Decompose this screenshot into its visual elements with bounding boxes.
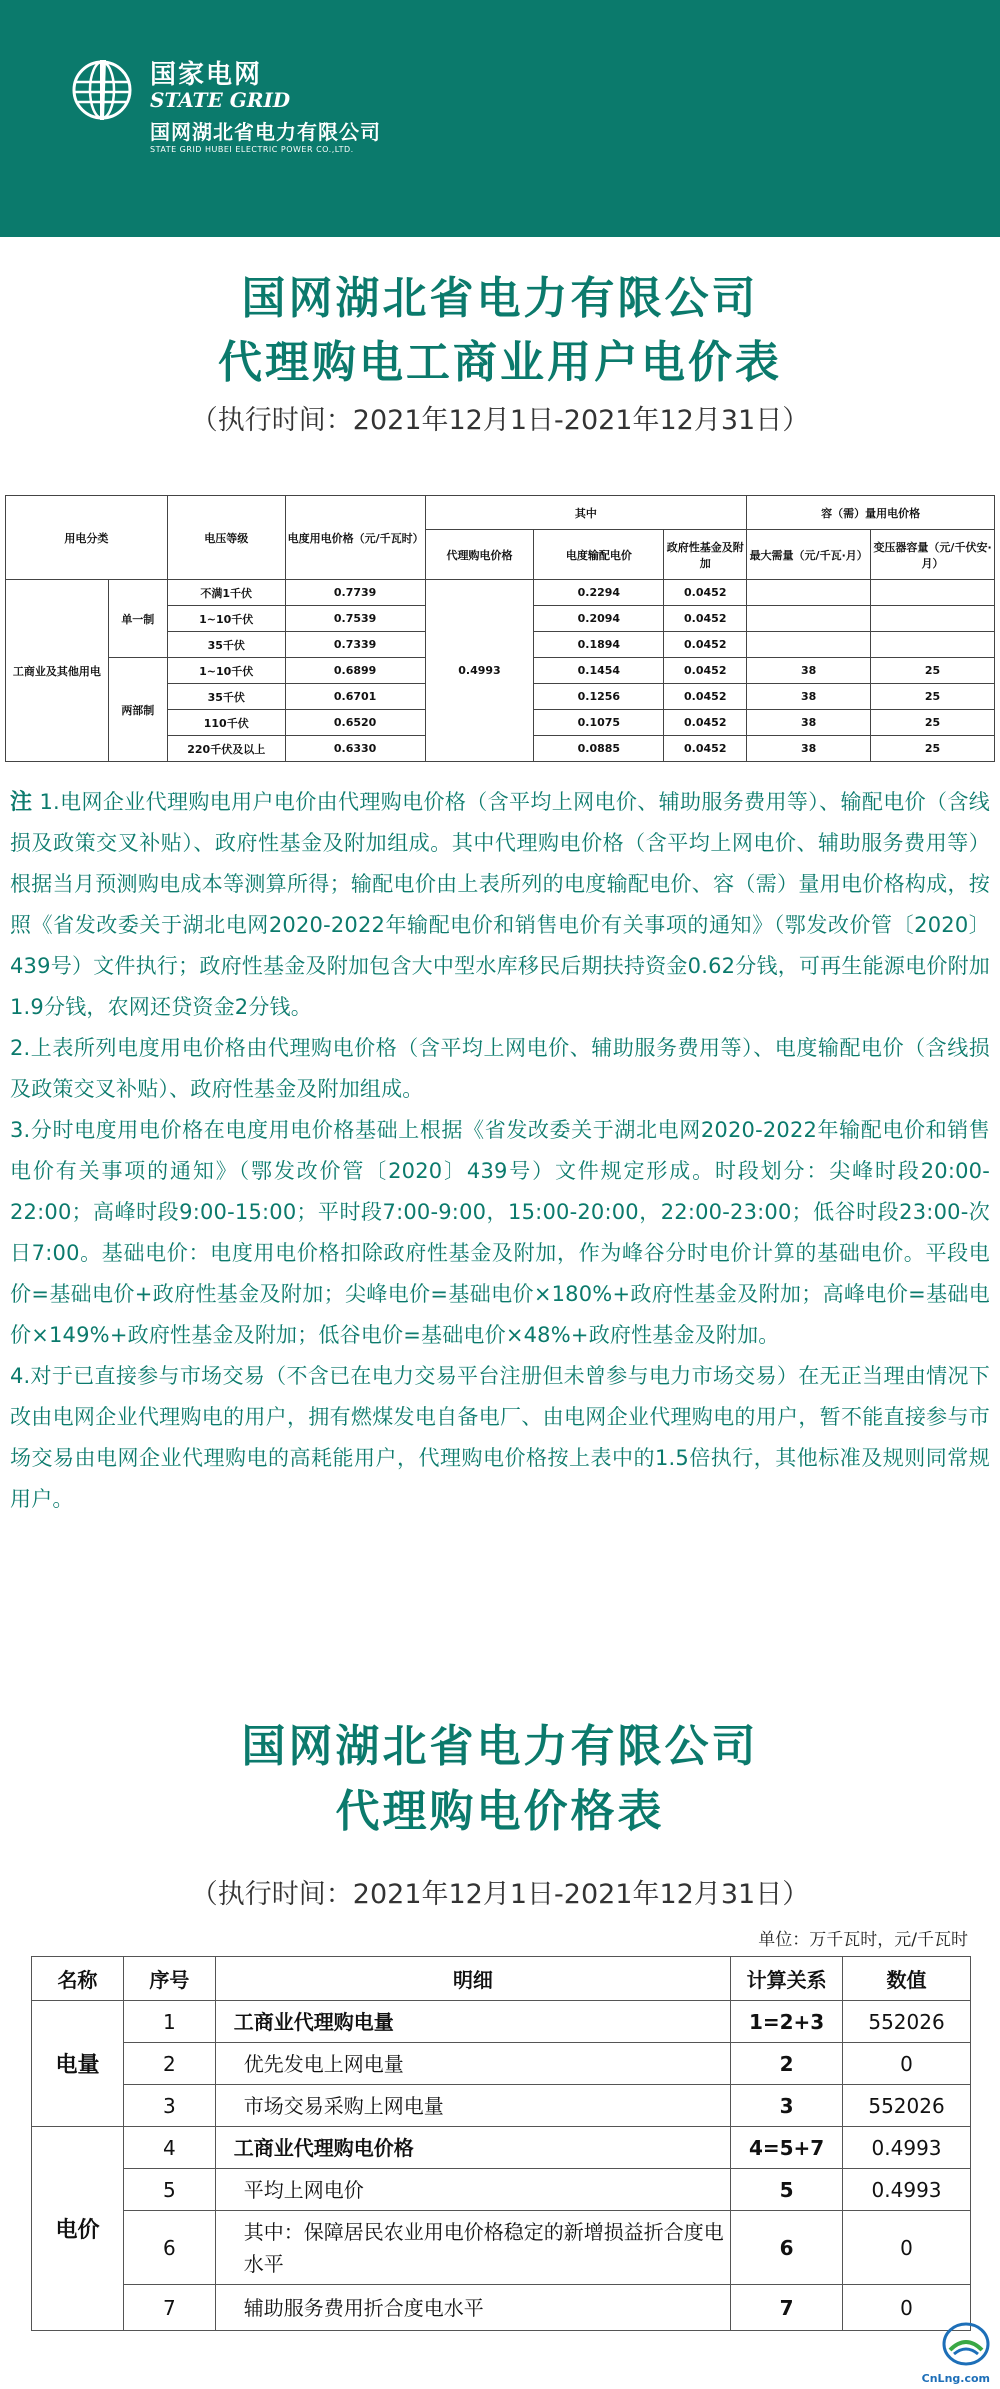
section2-title-line2: 代理购电价格表 [335, 1786, 665, 1837]
cell-no: 4 [123, 2127, 215, 2169]
cell-max: 38 [747, 658, 871, 684]
table-row [6, 580, 995, 606]
cell-value: 0 [843, 2285, 971, 2331]
cell-single: 单一制 [108, 580, 167, 658]
th-of-which: 其中 [425, 496, 747, 530]
th-no: 序号 [123, 1957, 215, 2001]
group-price: 电价 [32, 2127, 124, 2331]
cell-detail: 工商业代理购电价格 [215, 2127, 730, 2169]
cell-voltage: 110千伏 [167, 710, 285, 736]
group-energy: 电量 [32, 2001, 124, 2127]
cell-calc: 5 [731, 2169, 843, 2211]
cell-tf: 25 [871, 710, 995, 736]
th-calc: 计算关系 [731, 1957, 843, 2001]
cell-voltage: 35千伏 [167, 684, 285, 710]
cell-detail: 平均上网电价 [215, 2169, 730, 2211]
state-grid-logo [70, 48, 430, 158]
note-1 [10, 782, 990, 1028]
table-row [32, 2211, 971, 2285]
section1-title-line2: 代理购电工商业用户电价表 [218, 337, 782, 388]
cell-calc: 3 [731, 2085, 843, 2127]
cell-trans: 0.1894 [534, 632, 664, 658]
th-transformer: 变压器容量（元/千伏安·月） [871, 530, 995, 580]
note-mark: 注 [10, 790, 33, 815]
cell-calc: 1=2+3 [731, 2001, 843, 2043]
cell-tf [871, 606, 995, 632]
th-value: 数值 [843, 1957, 971, 2001]
cell-tf [871, 632, 995, 658]
section1-title-line1: 国网湖北省电力有限公司 [241, 273, 759, 324]
cell-trans: 0.2094 [534, 606, 664, 632]
table-row [32, 2169, 971, 2211]
table-row [32, 2127, 971, 2169]
header-banner [0, 0, 1000, 237]
table-row [32, 2285, 971, 2331]
globe-logo-icon [70, 58, 134, 122]
cell-trans: 0.1454 [534, 658, 664, 684]
note-2: 2.上表所列电度用电价格由代理购电价格（含平均上网电价、辅助服务费用等）、电度输配电价（含线损及政策交叉补贴）、政府性基金及附加组成。 [10, 1036, 990, 1101]
cell-fund: 0.0452 [664, 684, 747, 710]
cell-detail: 市场交易采购上网电量 [215, 2085, 730, 2127]
cell-no: 2 [123, 2043, 215, 2085]
cell-voltage: 35千伏 [167, 632, 285, 658]
cell-max [747, 632, 871, 658]
table-row [32, 2043, 971, 2085]
cell-price: 0.6899 [285, 658, 425, 684]
cell-fund: 0.0452 [664, 580, 747, 606]
cell-fund: 0.0452 [664, 710, 747, 736]
cell-trans: 0.0885 [534, 736, 664, 762]
cell-tf [871, 580, 995, 606]
table-row [32, 2085, 971, 2127]
tariff-table [5, 495, 995, 762]
cell-value: 0 [843, 2043, 971, 2085]
cell-trans: 0.1075 [534, 710, 664, 736]
th-agent-price: 代理购电价格 [425, 530, 534, 580]
cell-no: 6 [123, 2211, 215, 2285]
cell-voltage: 1~10千伏 [167, 606, 285, 632]
th-capacity: 容（需）量用电价格 [747, 496, 995, 530]
watermark-text: CnLng.com [921, 2372, 990, 2385]
cell-fund: 0.0452 [664, 658, 747, 684]
cell-detail: 其中：保障居民农业用电价格稳定的新增损益折合度电水平 [215, 2211, 730, 2285]
cell-max [747, 580, 871, 606]
cell-no: 5 [123, 2169, 215, 2211]
cell-price: 0.6330 [285, 736, 425, 762]
cell-category: 工商业及其他用电 [6, 580, 109, 762]
cell-price: 0.7339 [285, 632, 425, 658]
cell-value: 552026 [843, 2085, 971, 2127]
cell-value: 0.4993 [843, 2169, 971, 2211]
th-fund: 政府性基金及附加 [664, 530, 747, 580]
cell-tf: 25 [871, 658, 995, 684]
section1-period: （执行时间：2021年12月1日-2021年12月31日） [190, 405, 810, 436]
cell-agent-price: 0.4993 [425, 580, 534, 762]
cell-no: 3 [123, 2085, 215, 2127]
logo-company-en-text: STATE GRID HUBEI ELECTRIC POWER CO.,LTD. [150, 145, 354, 154]
cell-detail: 优先发电上网电量 [215, 2043, 730, 2085]
cell-trans: 0.1256 [534, 684, 664, 710]
cell-price: 0.7739 [285, 580, 425, 606]
th-max-demand: 最大需量（元/千瓦·月） [747, 530, 871, 580]
cell-fund: 0.0452 [664, 606, 747, 632]
cell-value: 0.4993 [843, 2127, 971, 2169]
section2-period: （执行时间：2021年12月1日-2021年12月31日） [190, 1879, 810, 1910]
section2-title-line1: 国网湖北省电力有限公司 [241, 1721, 759, 1772]
cell-fund: 0.0452 [664, 736, 747, 762]
cell-max [747, 606, 871, 632]
th-voltage: 电压等级 [167, 496, 285, 580]
cell-price: 0.6520 [285, 710, 425, 736]
cell-trans: 0.2294 [534, 580, 664, 606]
notes-block [10, 782, 990, 1520]
cell-calc: 7 [731, 2285, 843, 2331]
cell-calc: 2 [731, 2043, 843, 2085]
unit-label: 单位：万千瓦时，元/千瓦时 [758, 1930, 968, 1950]
th-detail: 明细 [215, 1957, 730, 2001]
note-1-text: 1.电网企业代理购电用户电价由代理购电价格（含平均上网电价、辅助服务费用等）、输配电价（含线损及政策交叉补贴）、政府性基金及附加组成。其中代理购电价格（含平均上网电价、辅助服务费用等）根据当月预测购电成本等测算所得；输配电价由上表所列的电度输配电价、容（需）量用电价格构成，按照《省发改委关于湖北电网2020-2022年输配电价和销售电价有关事项的通知》（鄂发改价管〔2020〕439号）文件执行；政府性基金及附加包含大中型水库移民后期扶持资金0.62分钱，可再生能源电价附加1.9分钱，农网还贷资金2分钱。 [10, 790, 991, 1019]
cell-price: 0.7539 [285, 606, 425, 632]
cell-detail: 辅助服务费用折合度电水平 [215, 2285, 730, 2331]
cell-two-part: 两部制 [108, 658, 167, 762]
agent-price-table [31, 1956, 971, 2331]
cell-price: 0.6701 [285, 684, 425, 710]
logo-en-text: STATE GRID [150, 88, 291, 112]
cell-fund: 0.0452 [664, 632, 747, 658]
cell-value: 0 [843, 2211, 971, 2285]
cell-calc: 6 [731, 2211, 843, 2285]
cell-detail: 工商业代理购电量 [215, 2001, 730, 2043]
cell-max: 38 [747, 684, 871, 710]
th-price: 电度用电价格（元/千瓦时） [285, 496, 425, 580]
th-category: 用电分类 [6, 496, 168, 580]
cell-no: 7 [123, 2285, 215, 2331]
cell-value: 552026 [843, 2001, 971, 2043]
cell-tf: 25 [871, 684, 995, 710]
cell-no: 1 [123, 2001, 215, 2043]
cell-voltage: 220千伏及以上 [167, 736, 285, 762]
cell-max: 38 [747, 736, 871, 762]
table-row [32, 2001, 971, 2043]
note-4: 4.对于已直接参与市场交易（不含已在电力交易平台注册但未曾参与电力市场交易）在无正当理由情况下改由电网企业代理购电的用户，拥有燃煤发电自备电厂、由电网企业代理购电的用户，暂不能直接参与市场交易由电网企业代理购电的高耗能用户，代理购电价格按上表中的1.5倍执行，其他标准及规则同常规用户。 [10, 1364, 990, 1511]
note-3: 3.分时电度用电价格在电度用电价格基础上根据《省发改委关于湖北电网2020-2022年输配电价和销售电价有关事项的通知》（鄂发改价管〔2020〕439号）文件规定形成。时段划分：尖峰时段20:00-22:00；高峰时段9:00-15:00；平时段7:00-9:00，15:00-20:00，22:00-23:00；低谷时段23:00-次日7:00。基础电价：电度用电价格扣除政府性基金及附加，作为峰谷分时电价计算的基础电价。平段电价=基础电价+政府性基金及附加；尖峰电价=基础电价×180%+政府性基金及附加；高峰电价=基础电价×149%+政府性基金及附加；低谷电价=基础电价×48%+政府性基金及附加。 [10, 1118, 990, 1347]
cell-calc: 4=5+7 [731, 2127, 843, 2169]
th-name: 名称 [32, 1957, 124, 2001]
th-transmission: 电度输配电价 [534, 530, 664, 580]
cell-tf: 25 [871, 736, 995, 762]
logo-company-text: 国网湖北省电力有限公司 [150, 120, 381, 144]
cell-voltage: 1~10千伏 [167, 658, 285, 684]
logo-cn-text: 国家电网 [150, 60, 263, 90]
cell-max: 38 [747, 710, 871, 736]
cell-voltage: 不满1千伏 [167, 580, 285, 606]
